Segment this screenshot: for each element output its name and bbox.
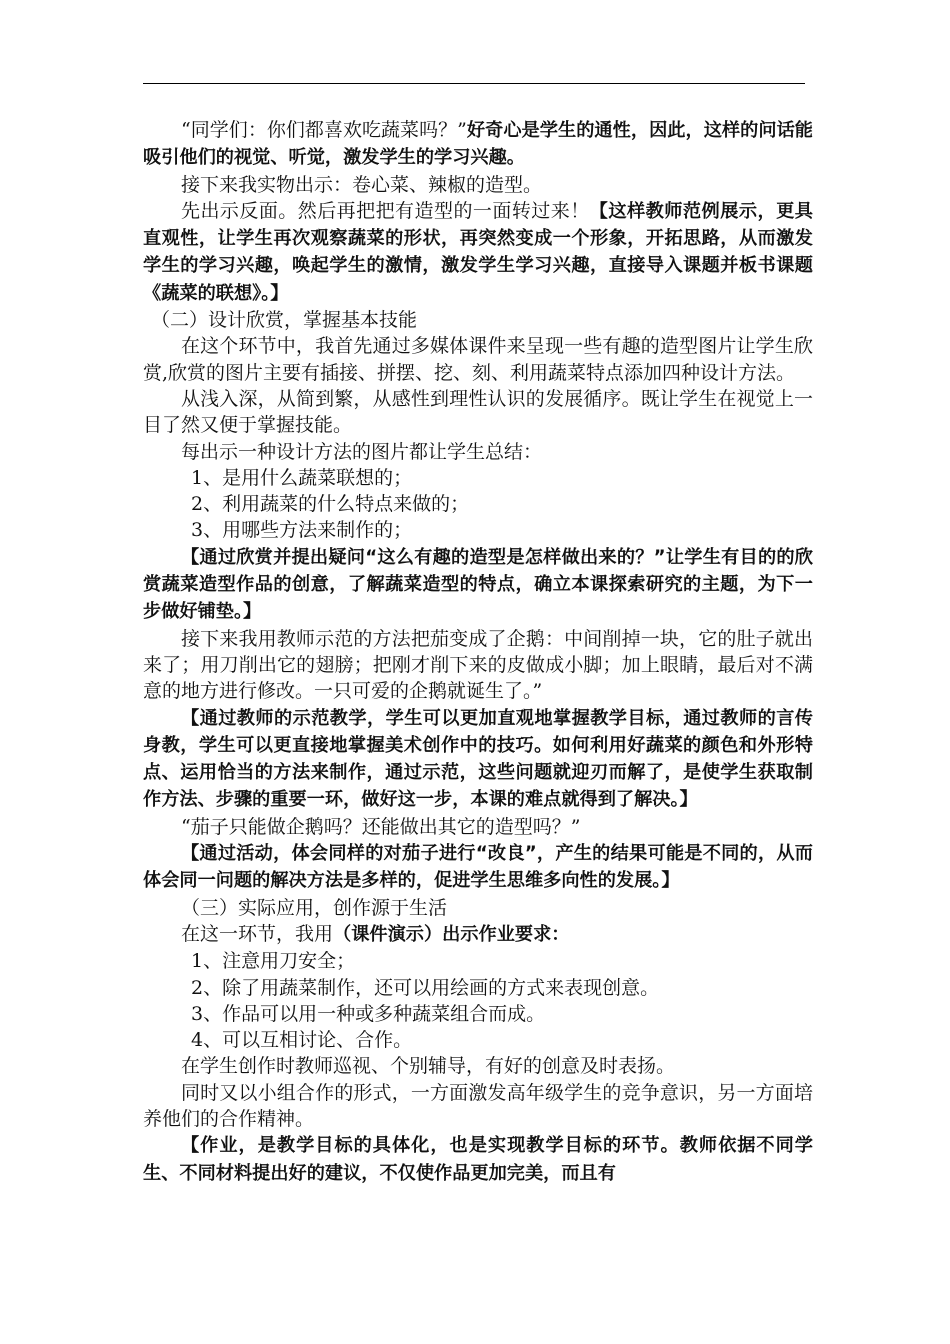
paragraph-assignment-intro [143,921,813,948]
paragraph-bold-text: （课件演示）出示作业要求： [333,923,570,945]
paragraph-text: 先出示反面。然后再把把有造型的一面转过来！ [181,199,590,222]
paragraph-bold-text: 【通过欣赏并提出疑问“这么有趣的造型是怎样做出来的？”让学生有目的的欣赏蔬菜造型作品的创意，了解蔬菜造型的特点，确立本课探索研究的主题，为下一步做好铺垫。】 [143,546,813,623]
section-heading-text: （二）设计欣赏，掌握基本技能 [151,309,418,332]
list-item-text: 1、是用什么蔬菜联想的； [191,466,413,489]
paragraph-flip-display [143,198,813,307]
paragraph-text: 每出示一种设计方法的图片都让学生总结： [181,440,543,463]
paragraph-group-work [143,1080,813,1133]
paragraph-text: “茄子只能做企鹅吗？还能做出其它的造型吗？” [181,815,581,838]
paragraph-text: 接下来我实物出示：卷心菜、辣椒的造型。 [181,173,543,196]
section-heading-text: （三）实际应用，创作源于生活 [181,896,448,919]
paragraph-bold-note [143,544,813,626]
paragraph-text: 在这个环节中，我首先通过多媒体课件来呈现一些有趣的造型图片让学生欣赏,欣赏的图片主要有插接、拼摆、挖、刻、利用蔬菜特点添加四种设计方法。 [143,335,813,384]
paragraph-text: 从浅入深，从简到繁，从感性到理性认识的发展循序。既让学生在视觉上一目了然又便于掌握技能。 [143,387,813,437]
paragraph-opening-question [143,117,813,172]
list-item [143,491,813,517]
paragraph-bold-text: 【通过教师的示范教学，学生可以更加直观地掌握教学目标，通过教师的言传身教，学生可以更直接地掌握美术创作中的技巧。如何利用好蔬菜的颜色和外形特点、运用恰当的方法来制作，通过示范，这些问题就迎刃而解了，是使学生获取制作方法、步骤的重要一环，做好这一步，本课的难点就得到了解决。】 [143,707,813,811]
list-item [143,517,813,543]
paragraph-object-display [143,172,813,198]
list-item-text: 3、用哪些方法来制作的； [191,519,413,542]
paragraph-text: 在学生创作时教师巡视、个别辅导，有好的创意及时表扬。 [181,1055,676,1078]
document-body [143,117,813,1187]
paragraph-text: 同时又以小组合作的形式，一方面激发高年级学生的竞争意识，另一方面培养他们的合作精神。 [143,1081,813,1130]
list-item [143,1027,813,1053]
paragraph-text: 接下来我用教师示范的方法把茄变成了企鹅：中间削掉一块，它的肚子就出来了；用刀削出它的翅膀；把刚才削下来的皮做成小脚；加上眼睛，最后对不满意的地方进行修改。一只可爱的企鹅就诞生了。” [143,627,813,703]
paragraph-bold-note [143,1132,813,1187]
list-item [143,975,813,1001]
paragraph-text: 在这一环节，我用 [181,922,334,945]
list-item [143,1001,813,1027]
paragraph-penguin-demo [143,626,813,705]
list-item-text: 2、除了用蔬菜制作，还可以用绘画的方式来表现创意。 [191,976,660,999]
paragraph-progression [143,386,813,439]
section-heading-2 [143,307,813,333]
paragraph-bold-text: 【通过活动，体会同样的对茄子进行“改良”，产生的结果可能是不同的，从而体会同一问题的解决方法是多样的，促进学生思维多向性的发展。】 [143,843,813,892]
section-heading-3 [143,895,813,921]
paragraph-bold-text: 【作业，是教学目标的具体化，也是实现教学目标的环节。教师依据不同学生、不同材料提出好的建议，不仅使作品更加完美，而且有 [143,1135,813,1184]
paragraph-bold-text: 好奇心是学生的通性，因此，这样的问话能吸引他们的视觉、听觉，激发学生的学习兴趣。 [143,120,813,169]
header-rule [143,83,805,84]
paragraph-teacher-tour [143,1053,813,1079]
paragraph-eggplant-question [143,814,813,840]
list-item-text: 4、可以互相讨论、合作。 [191,1029,413,1052]
list-item [143,948,813,974]
list-item-text: 2、利用蔬菜的什么特点来做的； [191,493,470,516]
paragraph-bold-note [143,840,813,895]
paragraph-text: “同学们：你们都喜欢吃蔬菜吗？” [181,119,467,141]
paragraph-bold-note [143,705,813,814]
paragraph-summarize [143,439,813,465]
list-item-text: 3、作品可以用一种或多种蔬菜组合而成。 [191,1002,546,1025]
paragraph-bold-text: 【这样教师范例展示，更具直观性，让学生再次观察蔬菜的形状，再突然变成一个形象，开拓思路，从而激发学生的学习兴趣，唤起学生的激情，激发学生学习兴趣，直接导入课题并板书课题《蔬菜的联想》。】 [143,200,813,304]
paragraph-multimedia [143,333,813,386]
list-item [143,465,813,491]
list-item-text: 1、注意用刀安全； [191,950,356,973]
